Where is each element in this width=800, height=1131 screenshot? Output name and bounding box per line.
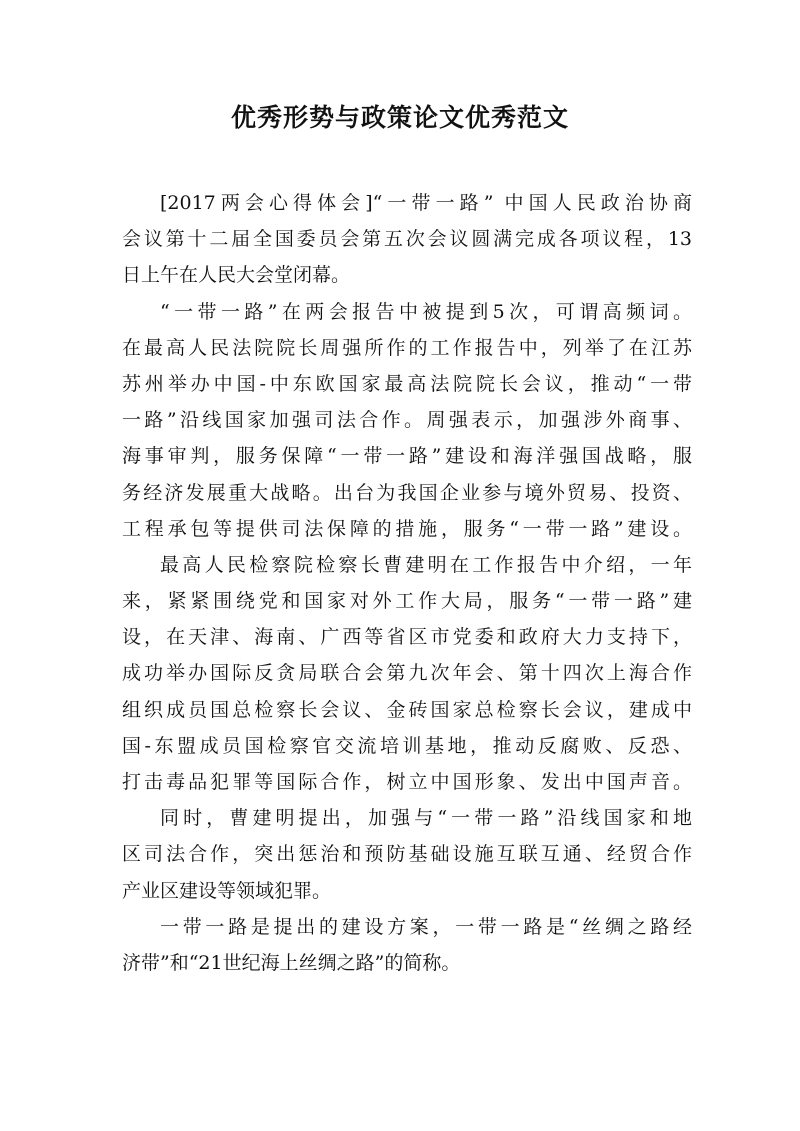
- paragraph-line: 一带一路是提出的建设方案，一带一路是“丝绸之路经: [160, 915, 692, 938]
- paragraph-line: 打击毒品犯罪等国际合作，树立中国形象、发出中国声音。: [122, 771, 692, 793]
- paragraph-2: [122, 294, 692, 547]
- paragraph-1: [122, 185, 692, 294]
- paragraph-line: 会议第十二届全国委员会第五次会议圆满完成各项议程，13: [122, 228, 692, 251]
- paragraph-line: 来，紧紧围绕党和国家对外工作大局，服务“一带一路”建: [122, 590, 692, 613]
- paragraph-line: 国-东盟成员国检察官交流培训基地，推动反腐败、反恐、: [122, 734, 692, 757]
- paragraph-line: 区司法合作，突出惩治和预防基础设施互联互通、经贸合作: [122, 843, 692, 866]
- paragraph-line: 苏州举办中国-中东欧国家最高法院院长会议，推动“一带: [122, 372, 692, 395]
- paragraph-line: 在最高人民法院院长周强所作的工作报告中，列举了在江苏: [122, 336, 692, 359]
- paragraph-line: 组织成员国总检察长会议、金砖国家总检察长会议，建成中: [122, 698, 692, 721]
- paragraph-line: 同时，曹建明提出，加强与“一带一路”沿线国家和地: [160, 807, 692, 830]
- paragraph-line: 一路”沿线国家加强司法合作。周强表示，加强涉外商事、: [122, 409, 692, 432]
- paragraph-3: [122, 547, 692, 800]
- paragraph-line: 成功举办国际反贪局联合会第九次年会、第十四次上海合作: [122, 662, 692, 685]
- paragraph-line: 设，在天津、海南、广西等省区市党委和政府大力支持下，: [122, 626, 692, 649]
- paragraph-4: [122, 800, 692, 909]
- paragraph-line: 日上午在人民大会堂闭幕。: [122, 264, 351, 287]
- paragraph-line: 务经济发展重大战略。出台为我国企业参与境外贸易、投资、: [122, 481, 692, 504]
- paragraph-line: 海事审判，服务保障“一带一路”建设和海洋强国战略，服: [122, 445, 692, 468]
- paragraph-line: 最高人民检察院检察长曹建明在工作报告中介绍，一年: [160, 553, 692, 576]
- paragraph-line: [2017两会心得体会]“一带一路” 中国人民政治协商: [160, 192, 692, 214]
- paragraph-line: “一带一路”在两会报告中被提到5次，可谓高频词。: [160, 300, 692, 323]
- document-body: [122, 185, 692, 981]
- document-title: 优秀形势与政策论文优秀范文: [230, 103, 569, 132]
- paragraph-line: 济带”和“21世纪海上丝绸之路”的简称。: [122, 951, 461, 974]
- paragraph-line: 工程承包等提供司法保障的措施，服务“一带一路”建设。: [122, 517, 692, 540]
- paragraph-line: 产业区建设等领域犯罪。: [122, 879, 332, 902]
- paragraph-5: [122, 909, 692, 981]
